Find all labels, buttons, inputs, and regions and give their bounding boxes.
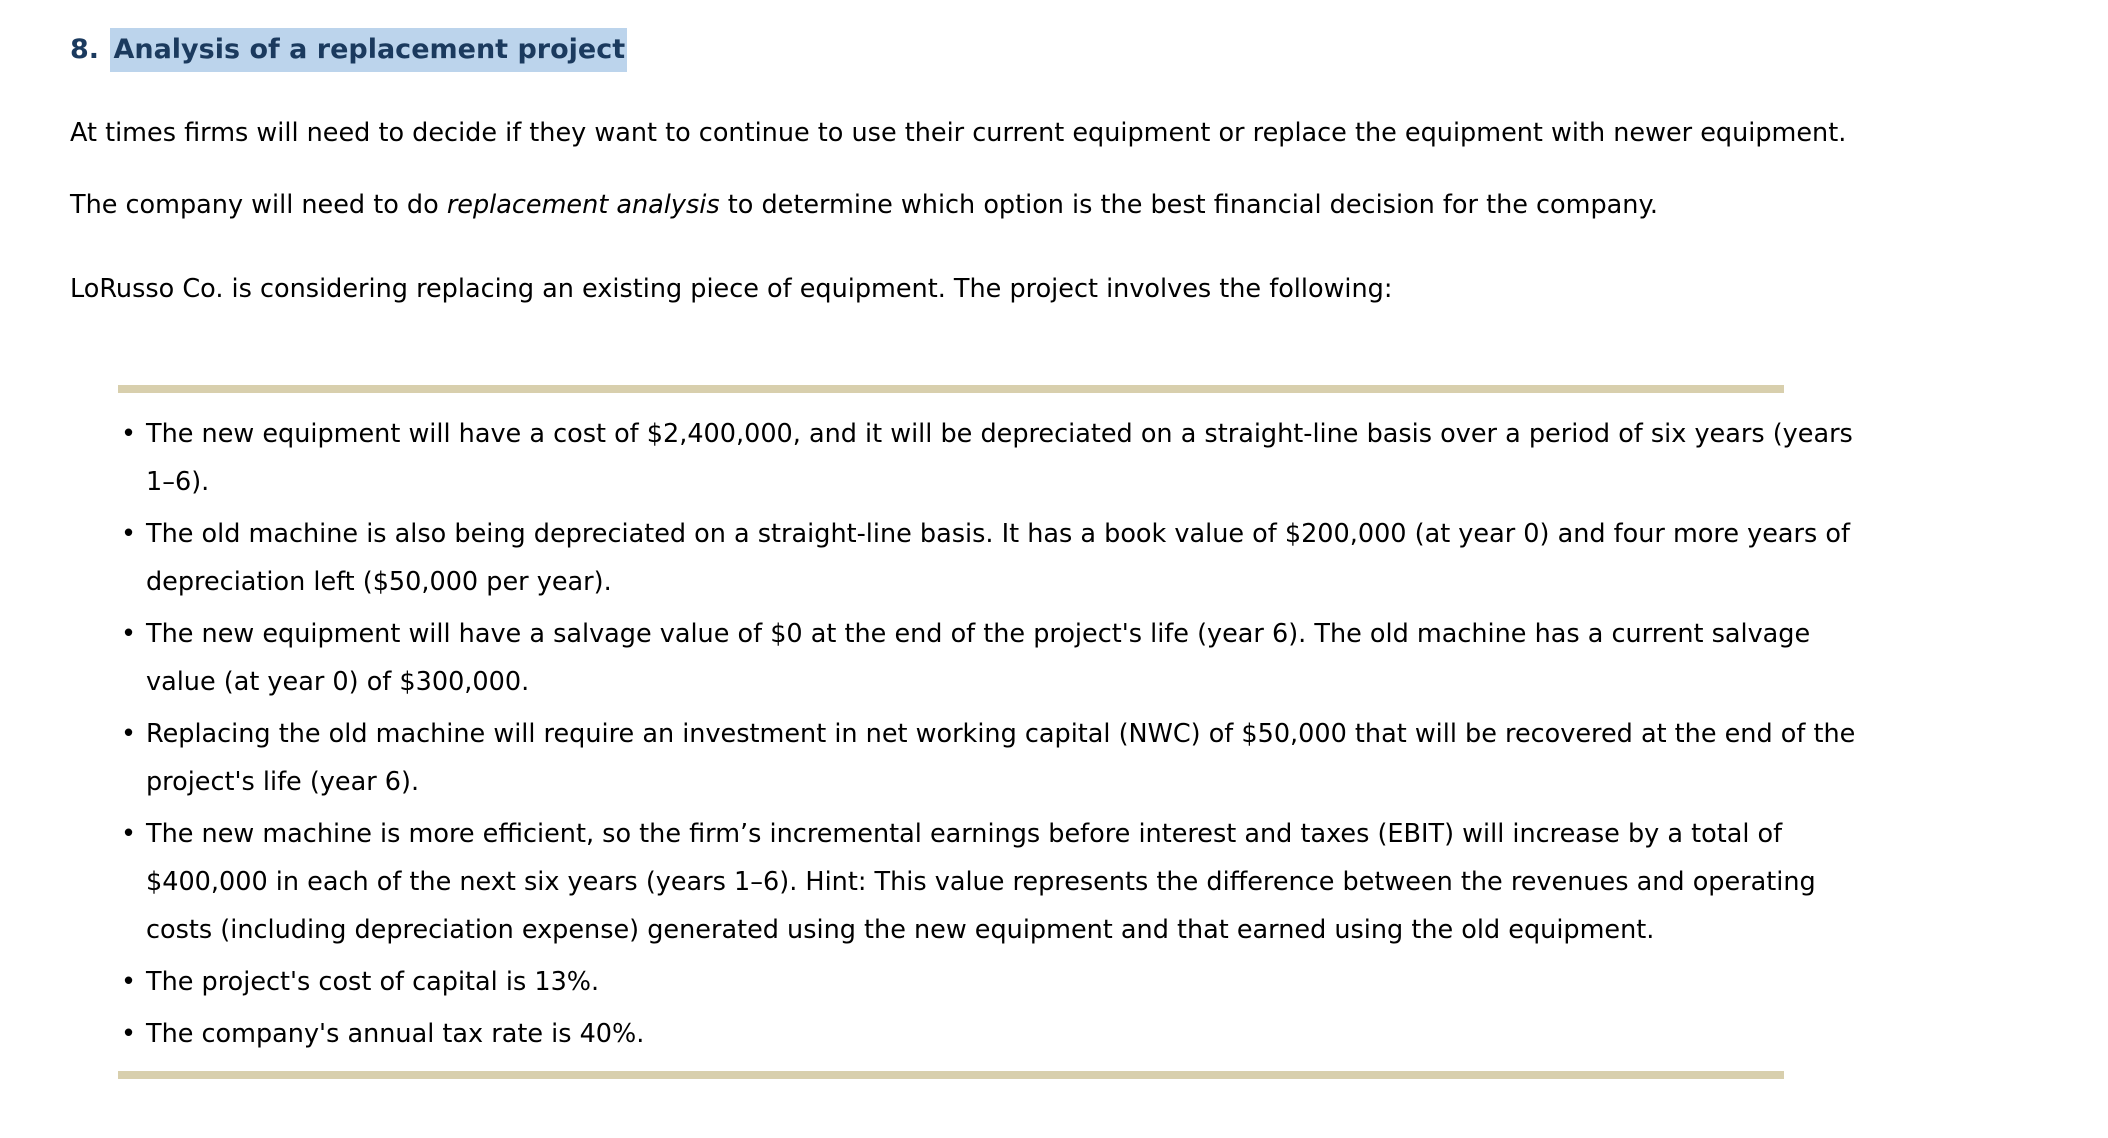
top-divider — [118, 385, 1784, 393]
question-title — [70, 28, 627, 72]
project-detail-line: value (at year 0) of $300,000. — [146, 667, 530, 697]
intro-paragraph-2-start: The company will need to do — [70, 190, 447, 220]
intro-paragraph-1: At times firms will need to decide if they want to continue to use their current equipment or replace the equipment with newer equipment. — [70, 118, 1847, 148]
project-detail-line: The project's cost of capital is 13%. — [146, 967, 600, 997]
project-detail-line: costs (including depreciation expense) generated using the new equipment and that earned using the old equipment. — [146, 915, 1655, 945]
bullet-marker: • — [121, 519, 137, 549]
bullet-marker: • — [121, 819, 137, 849]
bullet-marker: • — [121, 419, 137, 449]
project-detail-line: The company's annual tax rate is 40%. — [146, 1019, 645, 1049]
project-detail-line: The new equipment will have a salvage value of $0 at the end of the project's life (year 6). The old machine has a current salvage — [146, 619, 1811, 649]
project-detail-line: depreciation left ($50,000 per year). — [146, 567, 612, 597]
project-detail-item — [118, 510, 1851, 606]
intro-paragraph-2 — [70, 188, 1658, 222]
project-detail-line: The new equipment will have a cost of $2,400,000, and it will be depreciated on a straight-line basis over a period of six years (years — [146, 419, 1853, 449]
bottom-divider — [118, 1071, 1784, 1079]
project-detail-line: Replacing the old machine will require an investment in net working capital (NWC) of $50,000 that will be recovered at the end of the — [146, 719, 1856, 749]
bullet-marker: • — [121, 967, 137, 997]
project-detail-line: project's life (year 6). — [146, 767, 420, 797]
project-detail-line: 1–6). — [146, 467, 210, 497]
project-detail-line: The old machine is also being depreciated on a straight-line basis. It has a book value of $200,000 (at year 0) and four more years of — [146, 519, 1851, 549]
question-title-text: Analysis of a replacement project — [110, 28, 627, 72]
bullet-marker: • — [121, 619, 137, 649]
bullet-marker: • — [121, 1019, 137, 1049]
project-detail-item — [118, 410, 1853, 506]
project-detail-item — [118, 958, 1798, 1006]
replacement-analysis-term: replacement analysis — [446, 190, 720, 220]
project-details-list — [118, 410, 1856, 1062]
project-detail-line: $400,000 in each of the next six years (years 1–6). Hint: This value represents the difference between the revenues and operating — [146, 867, 1816, 897]
project-detail-item — [118, 810, 1816, 954]
project-detail-item — [118, 1010, 1798, 1058]
question-number: 8. — [70, 34, 100, 65]
project-detail-item — [118, 610, 1811, 706]
bullet-marker: • — [121, 719, 137, 749]
project-detail-item — [118, 710, 1856, 806]
project-detail-line: The new machine is more efficient, so the firm’s incremental earnings before interest and taxes (EBIT) will increase by a total of — [146, 819, 1783, 849]
intro-paragraph-2-end: to determine which option is the best financial decision for the company. — [719, 190, 1659, 220]
intro-paragraph-3: LoRusso Co. is considering replacing an existing piece of equipment. The project involves the following: — [70, 274, 1393, 304]
